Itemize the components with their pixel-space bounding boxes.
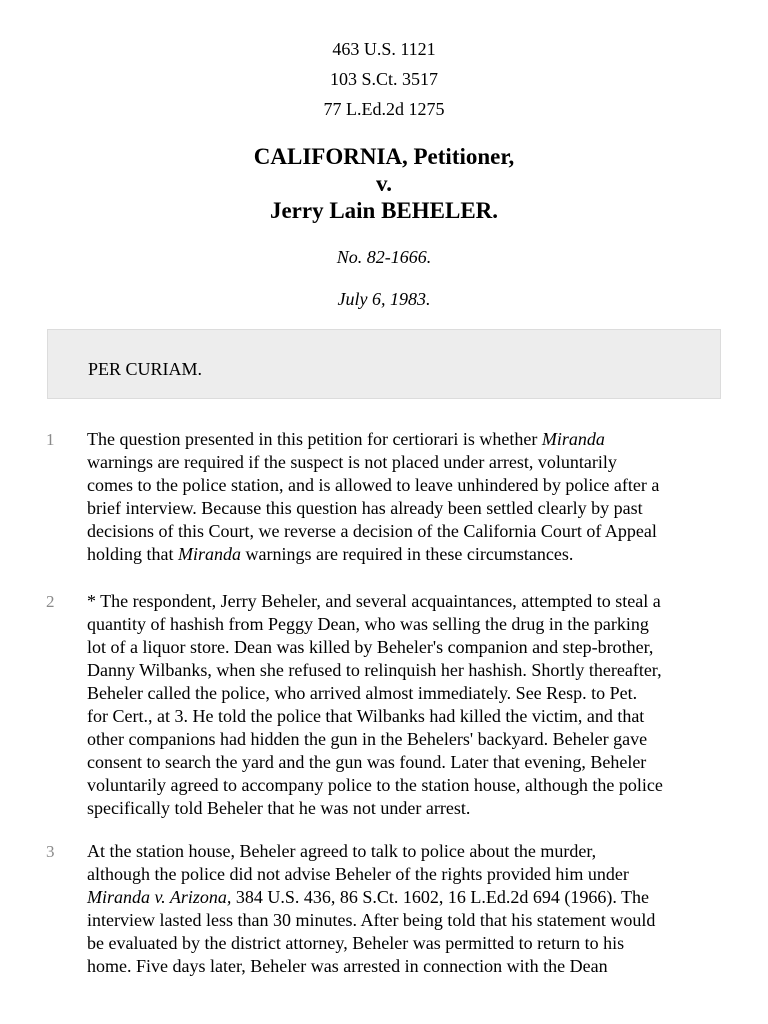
text-line: other companions had hidden the gun in the Behelers' backyard. Beheler gave xyxy=(87,729,648,749)
citation-us: 463 U.S. 1121 xyxy=(332,39,436,59)
docket-number: No. 82-1666. xyxy=(336,247,432,267)
case-caption xyxy=(0,143,768,224)
citation-sct: 103 S.Ct. 3517 xyxy=(329,69,439,89)
decision-date: July 6, 1983. xyxy=(337,289,431,309)
text-line: The question presented in this petition for certiorari is whether xyxy=(87,429,542,449)
caption-versus: v. xyxy=(376,171,392,196)
case-name-italic: Miranda v. Arizona, xyxy=(87,887,232,907)
text-line: holding that xyxy=(87,544,178,564)
text-line: although the police did not advise Beheler of the rights provided him under xyxy=(87,864,629,884)
citations-block xyxy=(0,34,768,124)
citation-led: 77 L.Ed.2d 1275 xyxy=(323,99,445,119)
paragraph-text xyxy=(87,428,737,566)
text-line: 384 U.S. 436, 86 S.Ct. 1602, 16 L.Ed.2d 694 (1966). The xyxy=(231,887,650,907)
text-line: At the station house, Beheler agreed to talk to police about the murder, xyxy=(87,841,597,861)
text-line: warnings are required if the suspect is not placed under arrest, voluntarily xyxy=(87,452,617,472)
text-line: * The respondent, Jerry Beheler, and several acquaintances, attempted to steal a xyxy=(87,591,661,611)
text-line: consent to search the yard and the gun was found. Later that evening, Beheler xyxy=(87,752,647,772)
text-line: brief interview. Because this question has already been settled clearly by past xyxy=(87,498,643,518)
text-line: comes to the police station, and is allowed to leave unhindered by police after a xyxy=(87,475,660,495)
paragraph-number: 2 xyxy=(46,592,55,611)
text-line: quantity of hashish from Peggy Dean, who was selling the drug in the parking xyxy=(87,614,649,634)
paragraph-text xyxy=(87,840,737,978)
paragraph-number: 3 xyxy=(46,842,55,861)
text-line: decisions of this Court, we reverse a decision of the California Court of Appeal xyxy=(87,521,657,541)
text-line: Beheler called the police, who arrived almost immediately. See Resp. to Pet. xyxy=(87,683,638,703)
case-name-italic: Miranda xyxy=(178,544,241,564)
text-line: voluntarily agreed to accompany police to the station house, although the police xyxy=(87,775,663,795)
text-line: home. Five days later, Beheler was arrested in connection with the Dean xyxy=(87,956,608,976)
text-line: interview lasted less than 30 minutes. After being told that his statement would xyxy=(87,910,656,930)
text-line: Danny Wilbanks, when she refused to relinquish her hashish. Shortly thereafter, xyxy=(87,660,662,680)
paragraph-text xyxy=(87,590,737,820)
text-line: specifically told Beheler that he was not under arrest. xyxy=(87,798,471,818)
text-line: for Cert., at 3. He told the police that Wilbanks had killed the victim, and that xyxy=(87,706,645,726)
case-name-italic: Miranda xyxy=(541,429,605,449)
text-line: lot of a liquor store. Dean was killed by Beheler's companion and step-brother, xyxy=(87,637,654,657)
per-curiam-box xyxy=(47,329,721,399)
caption-respondent: Jerry Lain BEHELER. xyxy=(269,198,499,223)
caption-petitioner: CALIFORNIA, Petitioner, xyxy=(253,144,515,169)
paragraph-number: 1 xyxy=(46,430,55,449)
text-line: warnings are required in these circumstances. xyxy=(241,544,574,564)
per-curiam-label: PER CURIAM. xyxy=(88,359,203,379)
text-line: be evaluated by the district attorney, Beheler was permitted to return to his xyxy=(87,933,625,953)
